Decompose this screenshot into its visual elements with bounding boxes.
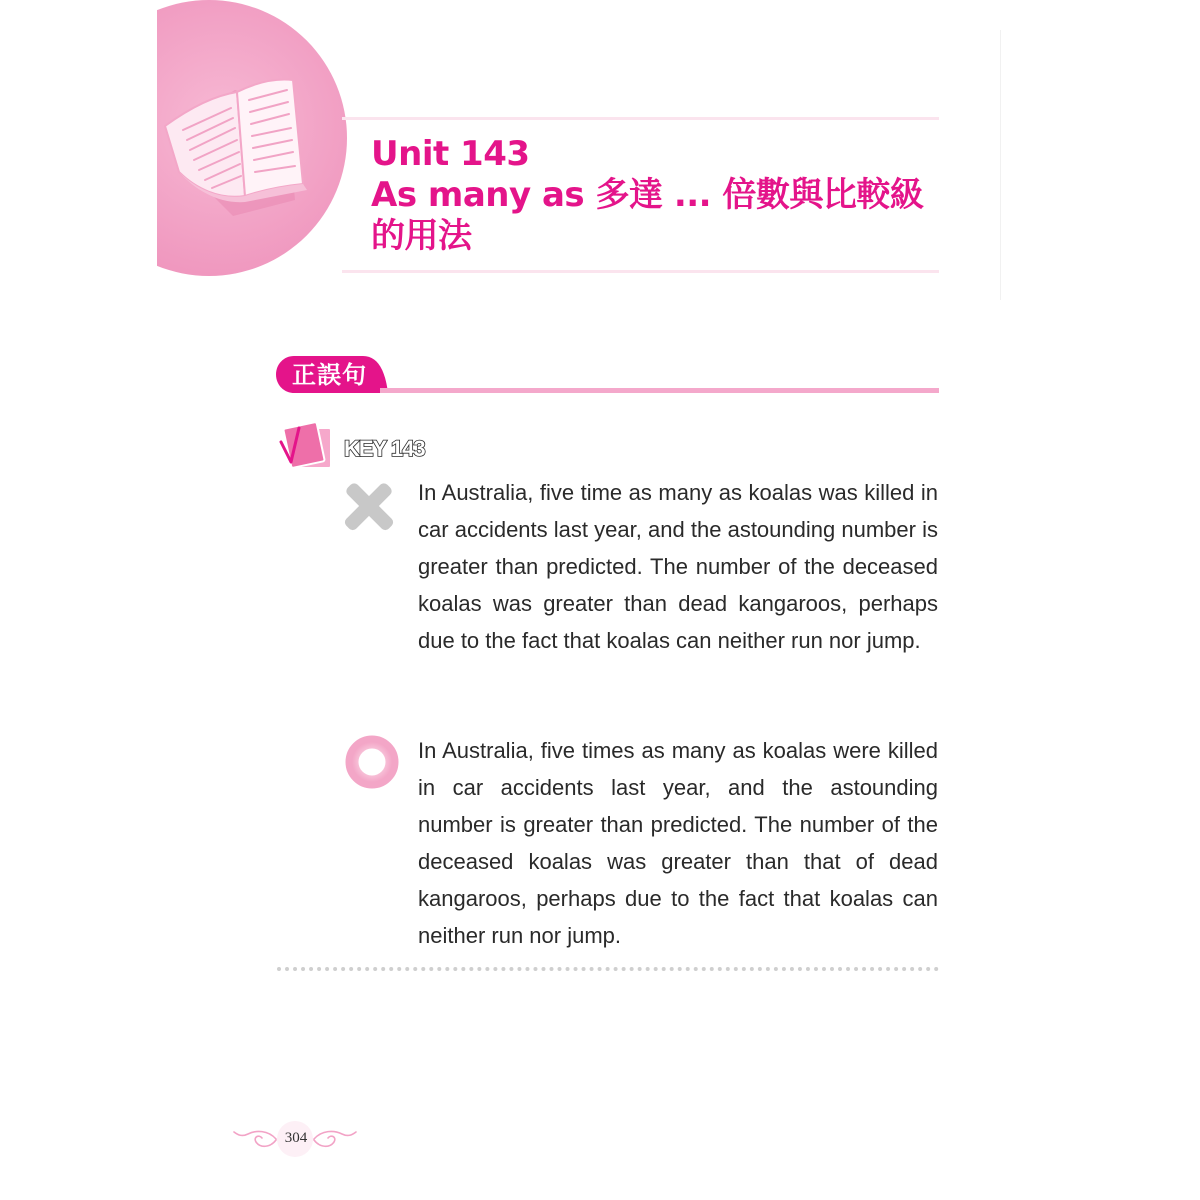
unit-title-line-1: As many as 多達 ... 倍數與比較級 — [371, 175, 924, 215]
circle-mark-icon — [344, 734, 400, 790]
wrong-sentence: In Australia, five time as many as koalas was killed in car accidents last year, and the astounding number is greater than predicted. The number of the deceased koalas was greater than dead kangaroos, perhaps due to the fact that koalas can neither run nor jump. — [418, 480, 938, 653]
cross-mark-icon — [342, 480, 396, 532]
section-tag: 正誤句 — [292, 361, 367, 389]
dotted-separator — [277, 967, 939, 971]
header-rule-bottom — [342, 270, 939, 273]
unit-title-line-2: 的用法 — [371, 216, 472, 256]
unit-number: Unit 143 — [371, 134, 530, 174]
correct-sentence: In Australia, five times as many as koalas were killed in car accidents last year, and the astounding number is greater than predicted. The number of the deceased koalas was greater than that of dead kangaroos, perhaps due to the fact that koalas can neither run nor jump. — [418, 738, 938, 948]
open-book-icon — [157, 0, 347, 278]
section-rule — [380, 388, 939, 393]
unit-title — [371, 134, 951, 257]
page-number: 304 — [284, 1130, 308, 1146]
key-label: KEY 143 — [344, 436, 425, 461]
card-stack-icon — [277, 422, 335, 470]
header-rule-top — [342, 117, 939, 120]
page-edge-line — [1000, 30, 1001, 300]
header-circle-decoration — [157, 0, 347, 278]
